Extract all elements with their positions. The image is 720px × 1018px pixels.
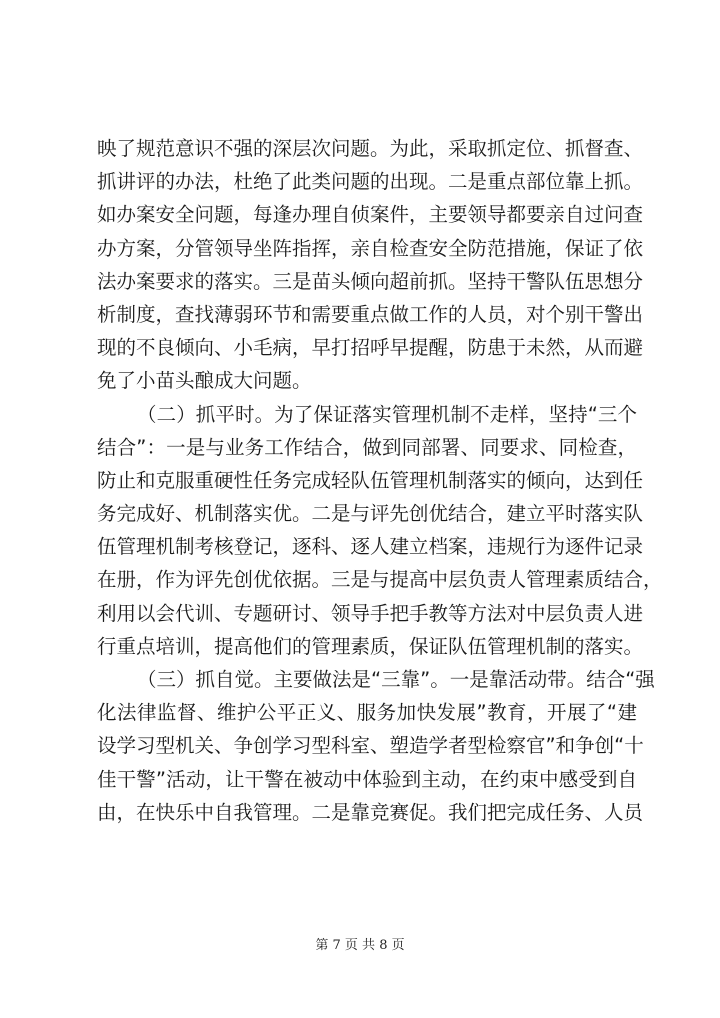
section-three-heading-line: （三）抓自觉。主要做法是“三靠”。一是靠活动带。结合“强 xyxy=(137,668,655,691)
text-line: 法办案要求的落实。三是苗头倾向超前抓。坚持干警队伍思想分 xyxy=(97,269,644,293)
text-line: 化法律监督、维护公平正义、服务加快发展”教育，开展了“建 xyxy=(97,701,637,725)
section-two-heading-line: （二）抓平时。为了保证落实管理机制不走样，坚持“三个 xyxy=(137,402,637,426)
text-line: 由，在快乐中自我管理。二是靠竞赛促。我们把完成任务、人员 xyxy=(97,800,644,824)
text-line: 佳干警”活动，让干警在被动中体验到主动，在约束中感受到自 xyxy=(97,767,637,791)
text-line: 结合”：一是与业务工作结合，做到同部署、同要求、同检查， xyxy=(97,435,637,459)
text-line: 设学习型机关、争创学习型科室、塑造学者型检察官”和争创“十 xyxy=(97,734,644,758)
text-line: 映了规范意识不强的深层次问题。为此，采取抓定位、抓督查、 xyxy=(97,137,644,160)
text-line: 在册，作为评先创优依据。三是与提高中层负责人管理素质结合， xyxy=(97,568,663,592)
page-number-footer: 第 7 页 共 8 页 xyxy=(315,938,405,953)
body-text xyxy=(97,132,663,829)
text-line: 防止和克服重硬性任务完成轻队伍管理机制落实的倾向，达到任 xyxy=(97,468,644,492)
text-line: 务完成好、机制落实优。二是与评先创优结合，建立平时落实队 xyxy=(97,502,644,526)
text-line: 伍管理机制考核登记，逐科、逐人建立档案，违规行为逐件记录 xyxy=(97,535,644,559)
text-line: 现的不良倾向、小毛病，早打招呼早提醒，防患于未然，从而避 xyxy=(97,336,644,360)
text-line: 抓讲评的办法，杜绝了此类问题的出现。二是重点部位靠上抓。 xyxy=(97,170,644,194)
text-line: 免了小苗头酿成大问题。 xyxy=(97,369,312,393)
text-line: 如办案安全问题，每逢办理自侦案件，主要领导都要亲自过问查 xyxy=(97,203,644,227)
text-line: 办方案，分管领导坐阵指挥，亲自检查安全防范措施，保证了依 xyxy=(97,236,644,260)
text-line: 析制度，查找薄弱环节和需要重点做工作的人员，对个别干警出 xyxy=(97,302,644,326)
text-line: 行重点培训，提高他们的管理素质，保证队伍管理机制的落实。 xyxy=(97,634,644,658)
text-line: 利用以会代训、专题研讨、领导手把手教等方法对中层负责人进 xyxy=(97,601,644,625)
